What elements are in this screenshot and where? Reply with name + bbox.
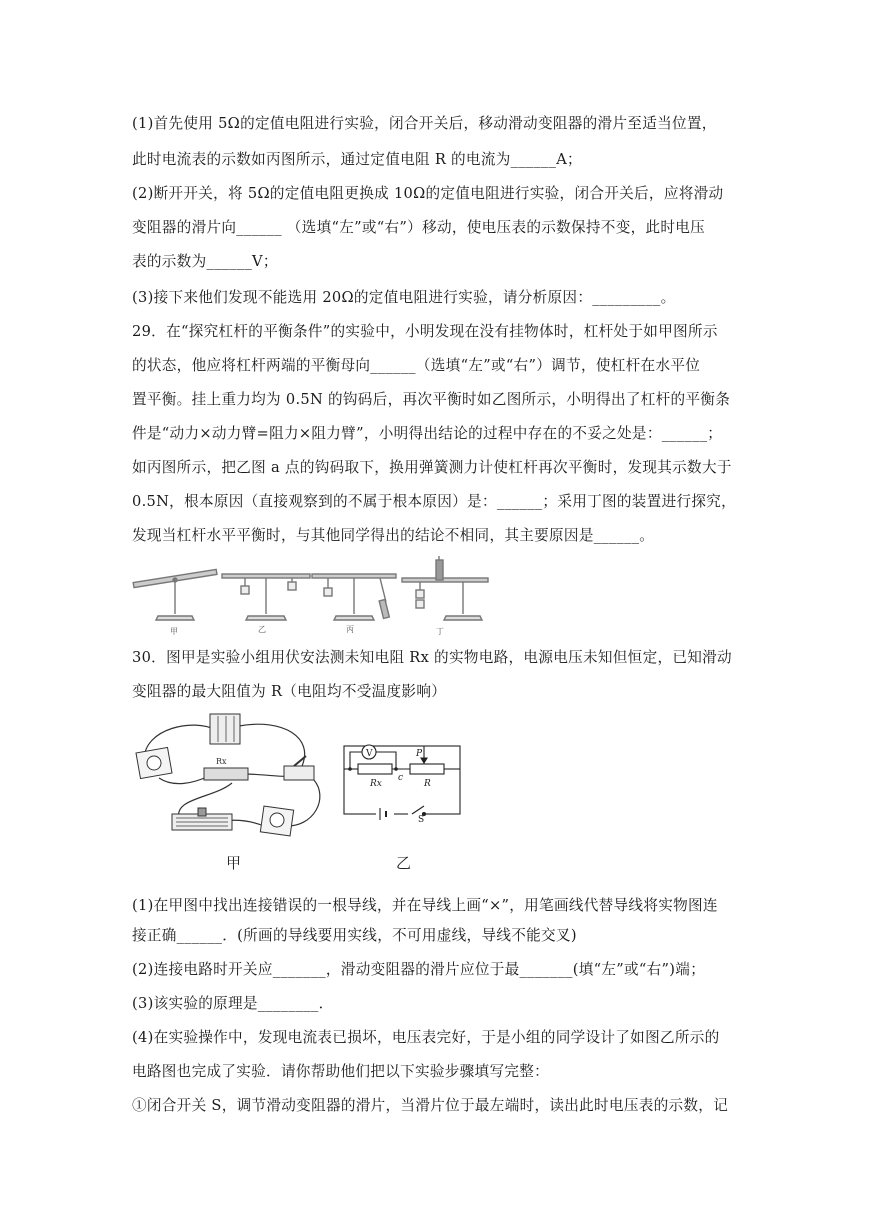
lever-jia	[133, 569, 217, 620]
text-line: (1)首先使用 5Ω的定值电阻进行实验，闭合开关后，移动滑动变阻器的滑片至适当位置，	[132, 115, 717, 132]
text-line: 如丙图所示，把乙图 a 点的钩码取下，换用弹簧测力计使杠杆再次平衡时，发现其示数大于	[132, 459, 732, 476]
voltmeter-device-icon	[136, 747, 172, 778]
text-line: 的状态，他应将杠杆两端的平衡母向______（选填“左”或“右”）调节，使杠杆在水平位	[132, 357, 701, 374]
text-line: 件是“动力×动力臂=阻力×阻力臂”，小明得出结论的过程中存在的不妥之处是：______；	[132, 425, 723, 442]
resistor-rx-icon	[204, 757, 248, 780]
svg-text:Rx: Rx	[216, 757, 227, 766]
text-line: 0.5N，根本原因（直接观察到的不属于根本原因）是：______；采用丁图的装置进行探究，	[132, 493, 737, 510]
text-line: 接正确______．(所画的导线要用实线，不可用虚线，导线不能交叉)	[132, 927, 577, 944]
lever-yi	[222, 574, 310, 620]
text-line: (3)该实验的原理是________．	[132, 995, 334, 1012]
text-line: 变阻器的最大阻值为 R（电阻均不受温度影响）	[132, 683, 447, 700]
text-line: 发现当杠杆水平平衡时，与其他同学得出的结论不相同，其主要原因是______。	[132, 527, 655, 544]
lever-figures	[130, 556, 490, 638]
text-line: 此时电流表的示数如丙图所示，通过定值电阻 R 的电流为______A；	[132, 151, 582, 168]
ammeter-device-icon	[260, 806, 293, 836]
lever-label-bing: 丙	[346, 625, 354, 634]
slider-p-label: P	[416, 749, 423, 759]
rheostat-device-icon	[172, 808, 232, 830]
voltmeter-symbol-label: V	[366, 749, 373, 759]
circuit-diagram	[336, 728, 466, 822]
switch-device-icon	[284, 756, 314, 780]
text-line: (1)在甲图中找出连接错误的一根导线，并在导线上画“×”，用笔画线代替导线将实物图连	[132, 897, 718, 914]
text-line: ①闭合开关 S，调节滑动变阻器的滑片，当滑片位于最左端时，读出此时电压表的示数，记	[132, 1097, 729, 1114]
lever-label-ding: 丁	[436, 627, 444, 636]
figure-caption-jia: 甲	[226, 854, 242, 872]
text-line: (2)连接电路时开关应_______，滑动变阻器的滑片应位于最_______(填“左”或“右”)端；	[132, 961, 706, 978]
text-line: 30．图甲是实验小组用伏安法测未知电阻 Rx 的实物电路，电源电压未知但恒定，已知滑动	[132, 649, 732, 666]
physical-circuit-figure	[134, 708, 334, 848]
lever-ding	[402, 556, 488, 620]
node-c-label: c	[398, 773, 404, 783]
battery-icon	[210, 714, 240, 744]
text-line: (4)在实验操作中，发现电流表已损坏，电压表完好，于是小组的同学设计了如图乙所示的	[132, 1029, 720, 1046]
lever-bing	[312, 574, 396, 620]
text-line: 29．在“探究杠杆的平衡条件”的实验中，小明发现在没有挂物体时，杠杆处于如甲图所示	[132, 323, 718, 340]
text-line: (3)接下来他们发现不能选用 20Ω的定值电阻进行实验，请分析原因：_________。	[132, 289, 676, 306]
text-line: (2)断开开关，将 5Ω的定值电阻更换成 10Ω的定值电阻进行实验，闭合开关后，应将滑动	[132, 185, 724, 202]
lever-label-yi: 乙	[258, 625, 266, 634]
text-line: 表的示数为______V；	[132, 253, 278, 270]
lever-label-jia: 甲	[170, 627, 178, 636]
text-line: 电路图也完成了实验．请你帮助他们把以下实验步骤填写完整：	[132, 1063, 550, 1080]
rx-label: Rx	[370, 779, 382, 789]
figure-caption-yi: 乙	[396, 854, 412, 872]
switch-s-label: S	[418, 815, 425, 822]
text-line: 置平衡。挂上重力均为 0.5N 的钩码后，再次平衡时如乙图所示，小明得出了杠杆的平衡条	[132, 391, 731, 408]
rheostat-r-label: R	[424, 779, 431, 789]
text-line: 变阻器的滑片向______ （选填“左”或“右”）移动，使电压表的示数保持不变，此时电压	[132, 219, 706, 236]
